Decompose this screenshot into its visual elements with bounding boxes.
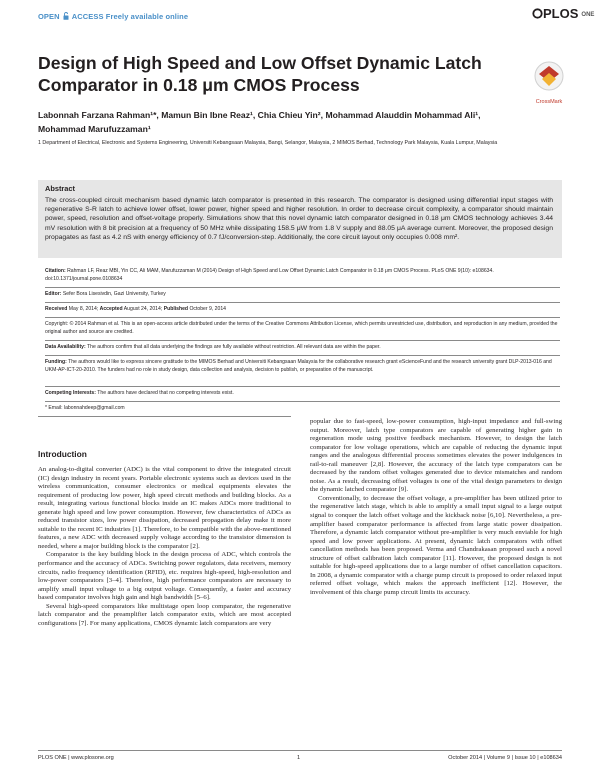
open-lock-icon — [63, 12, 69, 20]
email: * Email: labonnahdeep@gmail.com — [45, 405, 125, 411]
funding: Funding: The authors would like to express sincere gratitude to the MIMOS Berhad and Universiti Kebangsaan Malaysia for the collaborative research grant eScienceFund and the research university grant DLP-2013-016 and UKM-AP-ICT-20-2010. The funders had no role in study design, data collection and analysis, decision to publish, or preparation of the manuscript. — [45, 359, 552, 373]
divider — [38, 416, 291, 417]
author-list: Labonnah Farzana Rahman¹*, Mamun Bin Ibne Reaz¹, Chia Chieu Yin², Mohammad Alauddin Mohammad Ali¹, Mohammad Marufuzzaman¹ — [38, 110, 481, 134]
footer-issue: October 2014 | Volume 9 | Issue 10 | e108634 — [448, 755, 562, 761]
body-column-left — [38, 466, 291, 628]
data-availability: Data Availability: The authors confirm that all data underlying the findings are fully available without restriction. All relevant data are within the paper. — [45, 344, 381, 350]
footer-journal[interactable]: PLOS ONE | www.plosone.org — [38, 755, 114, 761]
page-number: 1 — [297, 755, 301, 761]
journal-logo-text: PLOS — [543, 6, 579, 21]
section-heading: Introduction — [38, 449, 87, 459]
competing-interests: Competing Interests: The authors have declared that no competing interests exist. — [45, 390, 234, 396]
dates: Received May 8, 2014; Accepted August 24, 2014; Published October 9, 2014 — [45, 306, 226, 312]
divider — [45, 340, 560, 341]
paragraph: Conventionally, to decrease the offset voltage, a pre-amplifier has been utilized prior to the regenerative latch stage, which is able to amplify a small input signal to a large output signal to conquer the latch offset voltage and the kickback noise [6,10]. Nevertheless, a pre-amplifier based comparator performance is affected from large static power dissipation. Therefore, a dynamic latch comparator without pre-amplifier is very much enviable for high speed and low power applications. At present, dynamic latch comparators with offset cancellation methods has been proposed. Verma and Chandrakasan proposed such a novel structure of offset calibration latch comparator [11]. However, the proposed design is not suitable for high-speed applications due to a large number of offset cancellation capacitors. In 2008, a dynamic comparator with a charge pump circuit is proposed to order relaxed input referred offset voltage, which makes the approach inefficient [12]. However, the involvement of this charge pump circuit limits its accuracy. — [310, 494, 562, 596]
paragraph: Several high-speed comparators like multistage open loop comparator, the regenerative latch comparator and the preamplifier latch comparator exits, which are most accepted configurations [7]. For many applications, CMOS dynamic latch comparators are very — [38, 602, 291, 627]
abstract-heading: Abstract — [45, 184, 75, 193]
body-column-right — [310, 418, 562, 597]
crossmark-label: CrossMark — [535, 99, 563, 105]
divider — [45, 317, 560, 318]
crossmark-badge[interactable] — [524, 60, 574, 105]
citation: Citation: Rahman LF, Reaz MBI, Yin CC, Ali MAM, Marufuzzaman M (2014) Design of High Speed and Low Offset Dynamic Latch Comparator in 0.18 μm CMOS Process. PLoS ONE 9(10): e108634. doi:10.1371/journal.pone.0108634 — [45, 268, 494, 282]
article-title: Design of High Speed and Low Offset Dynamic Latch Comparator in 0.18 μm CMOS Process — [38, 53, 482, 95]
affiliations: 1 Department of Electrical, Electronic and Systems Engineering, Universiti Kebangsaan Malaysia, Bangi, Selangor, Malaysia, 2 MIMOS Berhad, Technology Park Malaysia, Kuala Lumpur, Malaysia — [38, 140, 498, 146]
abstract-text: The cross-coupled circuit mechanism based dynamic latch comparator is presented in this research. The comparator is designed using differential input stages with regenerative S-R latch to achieve lower offset, lower power, higher speed and higher resolution. In order to decrease circuit complexity, a comparator should maintain power, speed, resolution and offset-voltage properly. Simulations show that this novel dynamic latch comparator designed in 0.18 μm CMOS technology achieves 3.44 mV resolution with 8 bit precision at a frequency of 50 MHz while dissipating 158.5 μW from 1.8 V supply and 88.05 μA average current. Moreover, the proposed design propagates as fast as 4.2 nS with energy efficiency of 0.7 fJ/conversion-step. Additionally, the core circuit layout only occupies 0.008 mm². — [45, 197, 553, 241]
crossmark-icon — [524, 60, 574, 92]
plos-logo-icon — [532, 8, 543, 19]
journal-logo[interactable] — [532, 6, 594, 21]
open-access-label: OPEN ACCESS Freely available online — [38, 12, 189, 21]
divider — [45, 401, 560, 402]
journal-logo-sub: ONE — [581, 12, 595, 18]
paragraph: popular due to fast-speed, low-power consumption, high-input impedance and full-swing output. Moreover, latch type comparators are capable of generating higher gain in regeneration mode using positive feedback mechanism. However, to design the latch comparator for low voltage operations, which are capable of reducing the dynamic input ranges and the analogous differential process sometimes elevates the power indulgences in rail-to-rail maneuver [2,8]. However, the accuracy of the latch type comparators can be decreased by the random offset voltages generated due to device mismatches and random noise. As a result, decreasing offset voltages is one of the vital design parameters to design the dynamic latched comparator [9]. — [310, 418, 562, 494]
paragraph: Comparator is the key building block in the design process of ADC, which controls the performance and the accuracy of ADCs. Switching power regulators, data receivers, memory circuits, radio frequency identification (RFID), etc. requires high-speed, high-resolution and low-power comparators [3–4]. Therefore, high performance comparators are necessary to amplify small input voltage to a big output voltage. Consequently, a faster and accuracy based comparator involves high gain and high bandwidth [5–6]. — [38, 551, 291, 602]
divider — [45, 386, 560, 387]
editor: Editor: Sefer Bora Lisesivdin, Gazi University, Turkey — [45, 291, 166, 297]
footer-rule — [38, 750, 562, 751]
copyright: Copyright: © 2014 Rahman et al. This is an open-access article distributed under the terms of the Creative Commons Attribution License, which permits unrestricted use, distribution, and reproduction in any medium, provided the original author and source are credited. — [45, 321, 558, 335]
divider — [45, 355, 560, 356]
paragraph: An analog-to-digital converter (ADC) is the vital component to drive the integrated circuit (IC) design industry in recent years. Portable electronic systems such as devices used in the wireless communication, consumer electronics or medical equipments elevates the requirement of producing low power, high speed circuit methods and building blocks. As a result, integrating various functional blocks inside an IC makes ADCs more traditional to generate high speed and low power consumption. However, few characteristics of ADCs as reduced transistor sizes, low power dissipation, decreased propagation delay make it more suitable to the recent IC industries [1]. Therefore, to be compatible with the above-mentioned features, a new ADC with decreased supply voltage according to the transistor dimension is needed, where a major building block is the comparator [2]. — [38, 466, 291, 550]
divider — [45, 302, 560, 303]
divider — [45, 287, 560, 288]
